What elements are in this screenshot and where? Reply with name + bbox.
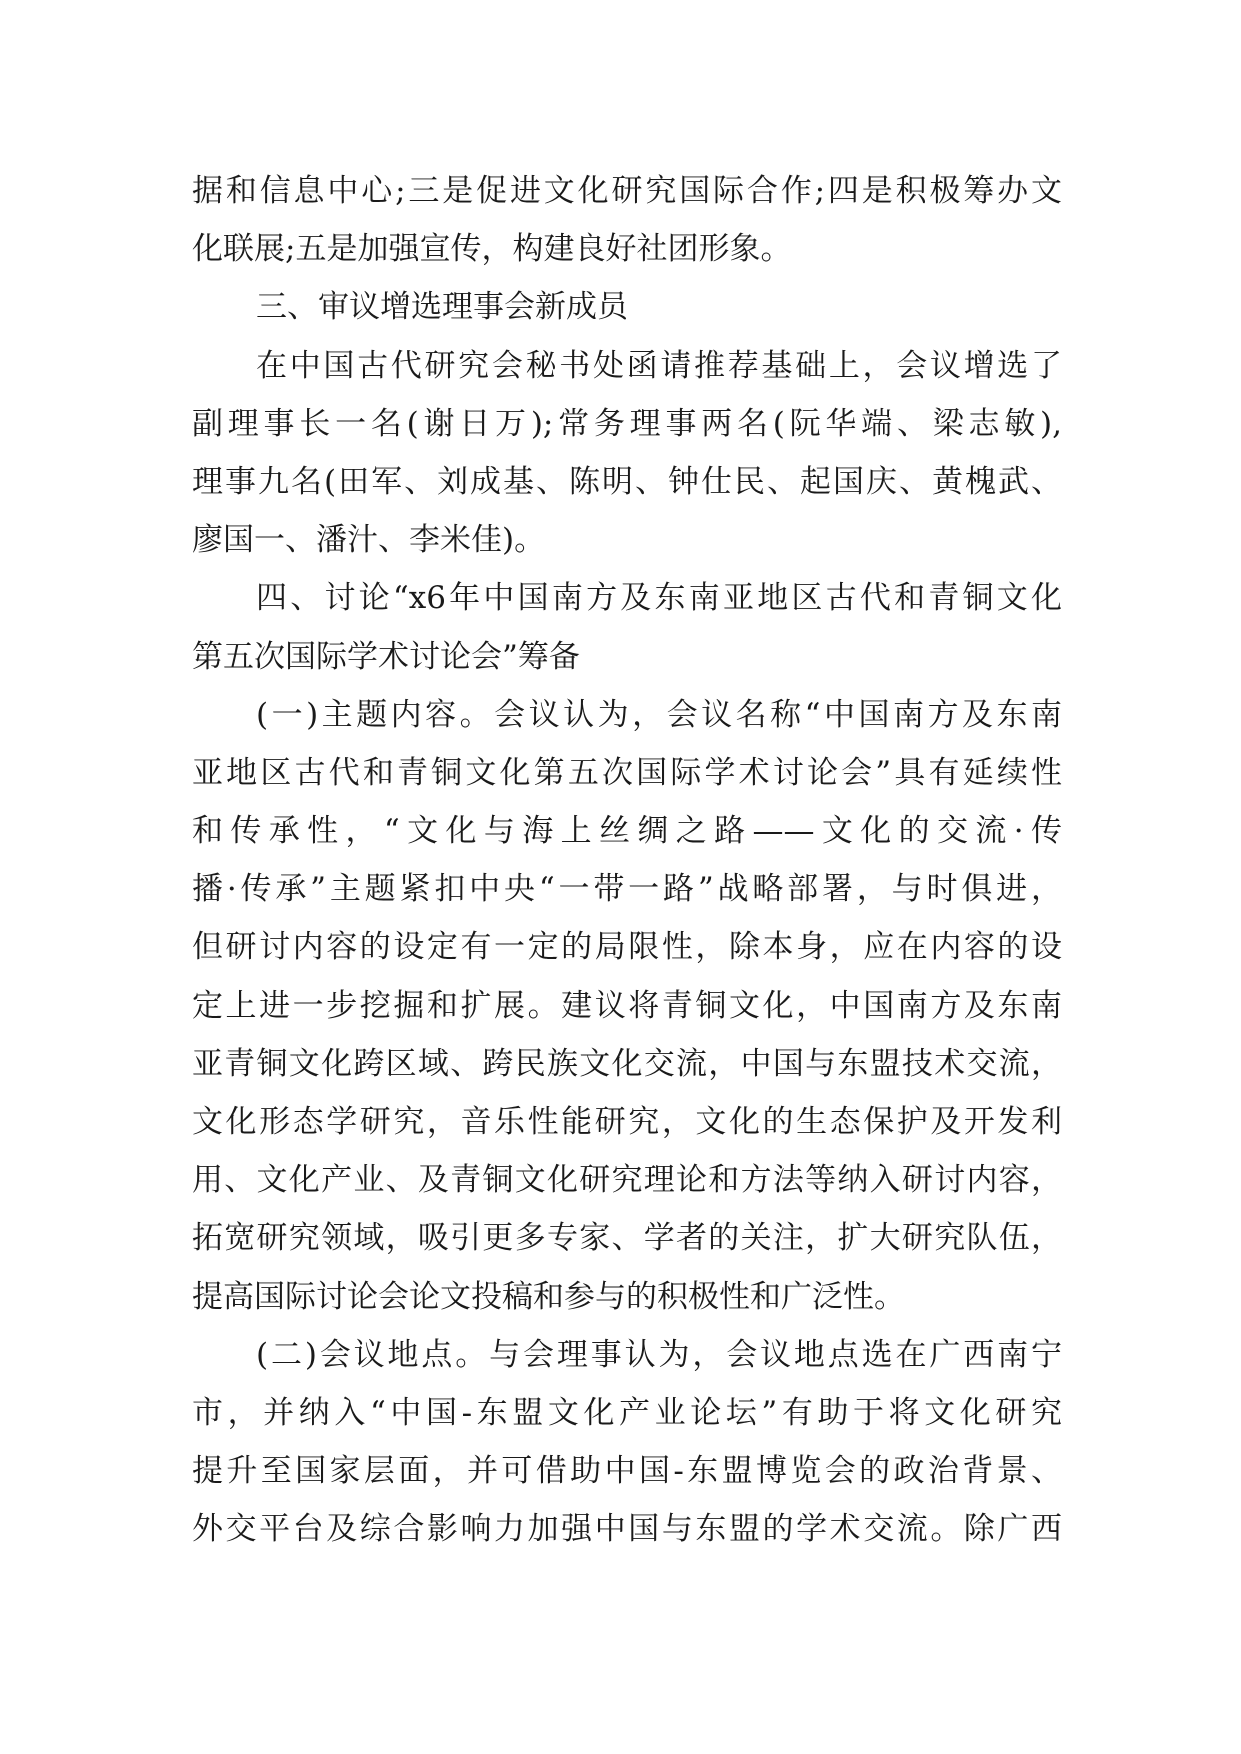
text-line: 定上进一步挖掘和扩展。建议将青铜文化，中国南方及东南 bbox=[192, 987, 1062, 1024]
text-line: 用、文化产业、及青铜文化研究理论和方法等纳入研讨内容， bbox=[192, 1162, 1062, 1199]
text-line: 亚地区古代和青铜文化第五次国际学术讨论会”具有延续性 bbox=[192, 754, 1062, 791]
body-text bbox=[192, 162, 1062, 1559]
text-line: 在中国古代研究会秘书处函请推荐基础上，会议增选了 bbox=[256, 347, 1062, 384]
text-line: 理事九名(田军、刘成基、陈明、钟仕民、起国庆、黄槐武、 bbox=[192, 463, 1062, 500]
text-line: 文化形态学研究，音乐性能研究，文化的生态保护及开发利 bbox=[192, 1104, 1062, 1140]
text-line: 提高国际讨论会论文投稿和参与的积极性和广泛性。 bbox=[192, 1278, 905, 1315]
text-line: 副理事长一名(谢日万);常务理事两名(阮华端、梁志敏), bbox=[192, 405, 1062, 442]
text-line: 据和信息中心;三是促进文化研究国际合作;四是积极筹办文 bbox=[192, 173, 1062, 209]
text-line: (一)主题内容。会议认为，会议名称“中国南方及东南 bbox=[256, 696, 1062, 733]
text-line: 外交平台及综合影响力加强中国与东盟的学术交流。除广西 bbox=[192, 1511, 1062, 1548]
text-line: 提升至国家层面，并可借助中国-东盟博览会的政治背景、 bbox=[192, 1453, 1062, 1490]
text-line: 拓宽研究领域，吸引更多专家、学者的关注，扩大研究队伍， bbox=[192, 1220, 1062, 1257]
text-line: 三、审议增选理事会新成员 bbox=[256, 289, 628, 326]
text-line: 第五次国际学术讨论会”筹备 bbox=[192, 638, 580, 675]
text-line: 亚青铜文化跨区域、跨民族文化交流，中国与东盟技术交流， bbox=[192, 1045, 1062, 1082]
text-line: (二)会议地点。与会理事认为，会议地点选在广西南宁 bbox=[256, 1336, 1062, 1373]
text-line: 市，并纳入“中国-东盟文化产业论坛”有助于将文化研究 bbox=[192, 1394, 1062, 1431]
text-line: 但研讨内容的设定有一定的局限性，除本身，应在内容的设 bbox=[192, 929, 1062, 966]
text-line: 廖国一、潘汁、李米佳)。 bbox=[192, 522, 546, 559]
text-line: 化联展;五是加强宣传，构建良好社团形象。 bbox=[192, 231, 792, 268]
text-line: 播·传承”主题紧扣中央“一带一路”战略部署，与时俱进， bbox=[192, 871, 1062, 908]
text-line: 四、讨论“x6年中国南方及东南亚地区古代和青铜文化 bbox=[256, 580, 1062, 617]
text-line: 和传承性，“文化与海上丝绸之路——文化的交流·传 bbox=[192, 813, 1062, 850]
